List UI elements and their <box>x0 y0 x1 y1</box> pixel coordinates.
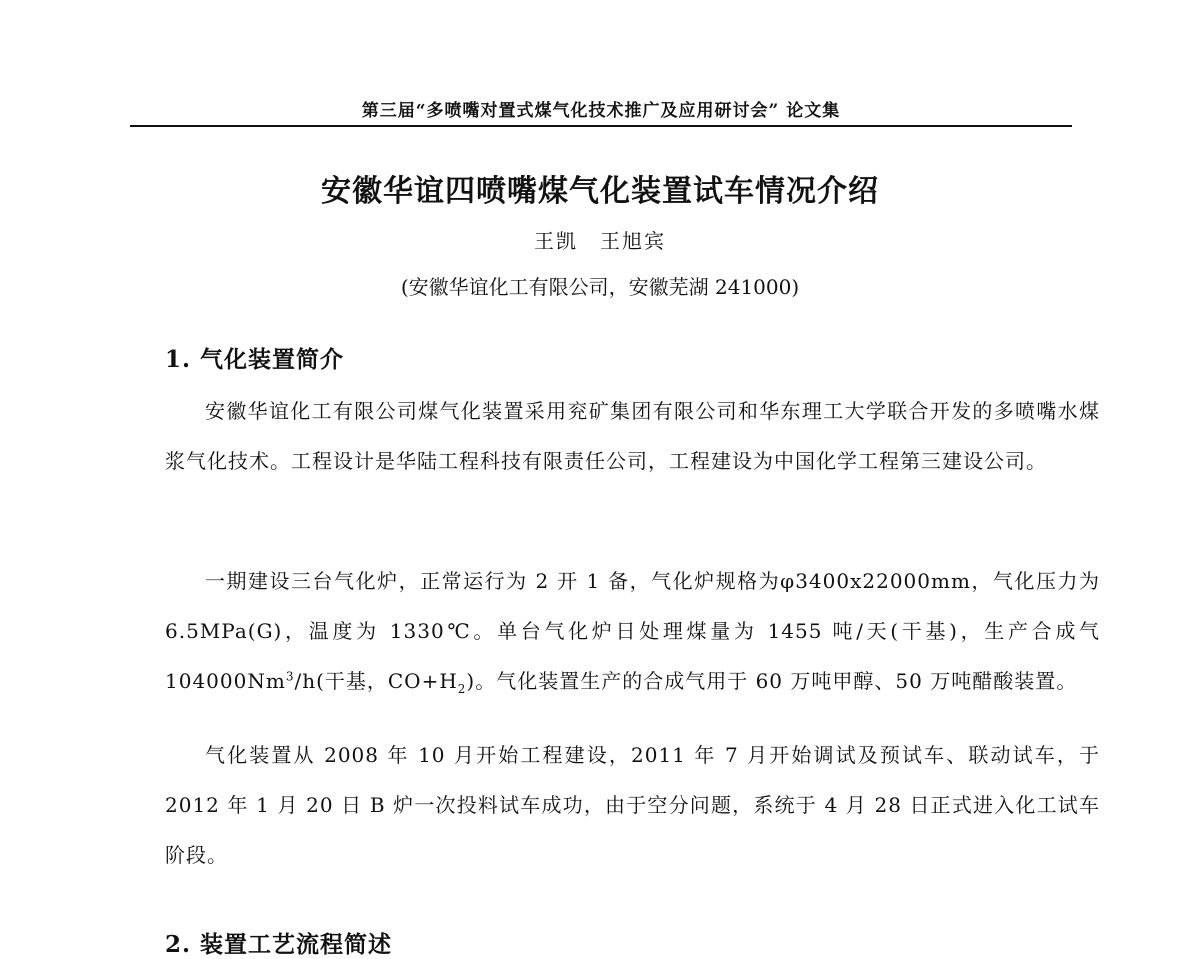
authors <box>0 225 1200 254</box>
author-name: 王凯 <box>534 229 578 253</box>
section-heading-2: 2. 装置工艺流程简述 <box>165 931 393 958</box>
section-heading-1: 1. 气化装置简介 <box>165 346 345 373</box>
body-paragraph: 气化装置从 2008 年 10 月开始工程建设，2011 年 7 月开始调试及预试车、联动试车，于 2012 年 1 月 20 日 B 炉一次投料试车成功，由于空分问题，系统于 4 月 28 日正式进入化工试车阶段。 <box>165 743 1100 867</box>
subscript: 2 <box>457 682 467 696</box>
paper-title: 安徽华谊四喷嘴煤气化装置试车情况介绍 <box>321 174 879 209</box>
superscript: 3 <box>285 669 295 684</box>
author-name: 王旭宾 <box>600 229 666 253</box>
paragraph-text: /h(干基，CO+H <box>294 669 458 693</box>
paragraph-text: )。气化装置生产的合成气用于 60 万吨甲醇、50 万吨醋酸装置。 <box>466 669 1078 693</box>
running-header: 第三届“多喷嘴对置式煤气化技术推广及应用研讨会” 论文集 <box>361 101 841 121</box>
body-paragraph <box>165 556 1100 706</box>
body-paragraph: 安徽华谊化工有限公司煤气化装置采用兖矿集团有限公司和华东理工大学联合开发的多喷嘴水煤浆气化技术。工程设计是华陆工程科技有限责任公司，工程建设为中国化学工程第三建设公司。 <box>165 399 1100 473</box>
affiliation: (安徽华谊化工有限公司，安徽芜湖 241000) <box>400 275 800 299</box>
paragraph-text: 一期建设三台气化炉，正常运行为 2 开 1 备，气化炉规格为φ3400x22000mm，气化压力为 6.5MPa(G)，温度为 1330℃。单台气化炉日处理煤量为 1455 吨/天(干基)，生产合成气 104000Nm <box>165 569 1100 693</box>
header-rule <box>130 125 1072 127</box>
